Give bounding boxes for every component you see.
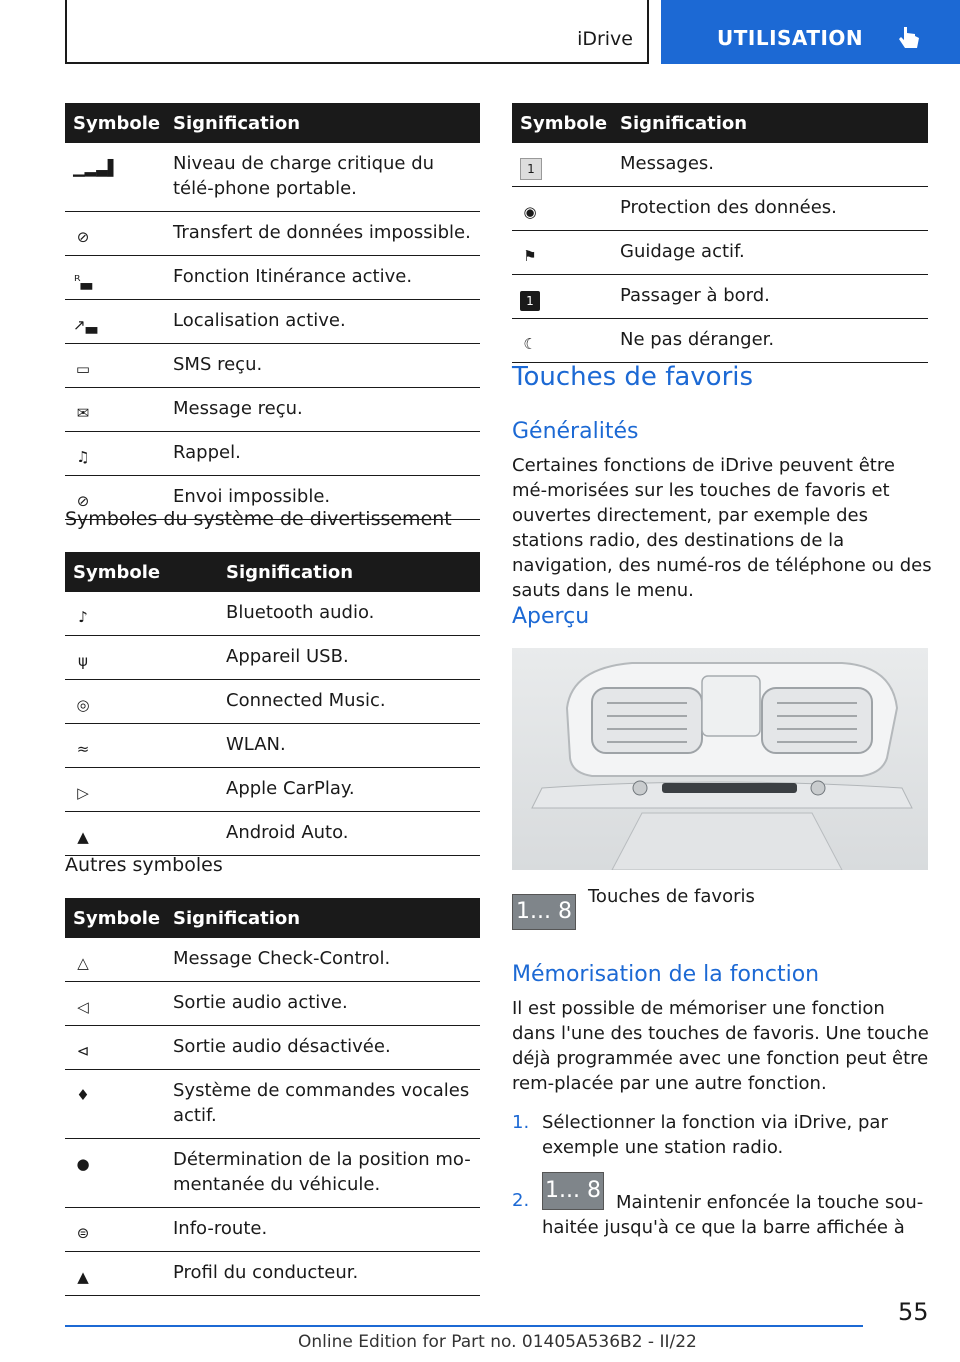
chapter-label: UTILISATION xyxy=(717,26,864,50)
row-text: Bluetooth audio. xyxy=(218,592,480,636)
table-row xyxy=(65,1026,480,1070)
speaker-off-icon: ⊲ xyxy=(76,1042,90,1060)
table-row xyxy=(65,300,480,344)
guidance-icon: ⚑ xyxy=(523,247,537,265)
row-text: Fonction Itinérance active. xyxy=(165,256,480,300)
page-number: 55 xyxy=(898,1298,929,1326)
section-title-memorize: Mémorisation de la fonction xyxy=(512,962,820,987)
table-row xyxy=(512,275,928,319)
favorite-button-caption: Touches de favoris xyxy=(588,886,755,907)
android-auto-icon: ▲ xyxy=(77,828,89,846)
column-header-meaning: Signification xyxy=(165,898,480,938)
row-text: Système de commandes vocales actif. xyxy=(165,1070,480,1139)
table-row xyxy=(65,1070,480,1139)
subheading-entertainment: Symboles du système de divertissement xyxy=(65,508,452,530)
table-row xyxy=(65,143,480,212)
data-protection-icon: ◉ xyxy=(523,203,537,221)
table-row xyxy=(65,938,480,982)
step-number: 2. xyxy=(512,1190,530,1211)
bell-icon: ♫ xyxy=(76,448,90,466)
wlan-icon: ≈ xyxy=(76,740,90,758)
row-text: SMS reçu. xyxy=(165,344,480,388)
step-number: 1. xyxy=(512,1112,530,1133)
driver-profile-icon: ▲ xyxy=(77,1268,89,1286)
header-frame xyxy=(65,0,649,64)
row-text: Profil du conducteur. xyxy=(165,1252,480,1296)
row-text: WLAN. xyxy=(218,724,480,768)
table-row xyxy=(65,680,480,724)
row-text: Android Auto. xyxy=(218,812,480,856)
row-text: Niveau de charge critique du télé-phone portable. xyxy=(165,143,480,212)
table-row xyxy=(65,636,480,680)
row-text: Apple CarPlay. xyxy=(218,768,480,812)
table-row xyxy=(65,388,480,432)
mail-icon: ✉ xyxy=(76,404,90,422)
row-text: Guidage actif. xyxy=(612,231,928,275)
memorize-paragraph: Il est possible de mémoriser une fonction dans l'une des touches de favoris. Une touche déjà programmée avec une fonction peut être rem-placée par une autre fonction. xyxy=(512,998,929,1094)
table-row xyxy=(512,231,928,275)
usb-icon: ψ xyxy=(78,652,88,670)
row-text: Message reçu. xyxy=(165,388,480,432)
column-header-symbol: Symbole xyxy=(65,552,218,592)
roaming-icon: ᴿ▃ xyxy=(73,272,93,290)
row-text: Transfert de données impossible. xyxy=(165,212,480,256)
section-title-overview: Aperçu xyxy=(512,604,590,629)
microphone-icon: ♦ xyxy=(76,1086,90,1104)
symbols-table-entertainment xyxy=(65,552,480,856)
localisation-icon: ↗▃ xyxy=(73,316,98,334)
symbols-table-right xyxy=(512,103,928,363)
table-row xyxy=(65,344,480,388)
column-header-meaning: Signification xyxy=(218,552,480,592)
send-failed-icon: ⊘ xyxy=(76,492,90,510)
column-header-meaning: Signification xyxy=(165,103,480,143)
row-text: Connected Music. xyxy=(218,680,480,724)
row-text: Passager à bord. xyxy=(612,275,928,319)
table-row xyxy=(65,1139,480,1208)
hand-pointer-icon xyxy=(895,24,923,52)
passenger-icon: 1 xyxy=(520,291,540,311)
position-icon: ● xyxy=(76,1155,90,1173)
table-row xyxy=(65,432,480,476)
connected-music-icon: ◎ xyxy=(76,696,90,714)
chapter-tab xyxy=(661,0,960,64)
row-text: Ne pas déranger. xyxy=(612,319,928,363)
table-row xyxy=(65,768,480,812)
sms-icon: ▭ xyxy=(75,360,91,378)
symbols-table-other xyxy=(65,898,480,1296)
messages-icon: 1 xyxy=(520,158,542,180)
row-text: Localisation active. xyxy=(165,300,480,344)
low-battery-signal-icon: ▁▂▃▌ xyxy=(73,159,120,177)
section-label: iDrive xyxy=(577,28,633,50)
no-data-transfer-icon: ⊘ xyxy=(76,228,90,246)
table-row xyxy=(65,212,480,256)
row-text: Sortie audio désactivée. xyxy=(165,1026,480,1070)
table-row xyxy=(65,256,480,300)
row-text: Envoi impossible. xyxy=(165,476,480,520)
row-text: Détermination de la position mo-mentanée du véhicule. xyxy=(165,1139,480,1208)
row-text: Info-route. xyxy=(165,1208,480,1252)
row-text: Sortie audio active. xyxy=(165,982,480,1026)
carplay-icon: ▷ xyxy=(77,784,89,802)
dashboard-illustration xyxy=(512,648,928,870)
do-not-disturb-icon: ☾ xyxy=(523,335,537,353)
table-row xyxy=(512,319,928,363)
table-row xyxy=(512,143,928,187)
warning-icon: △ xyxy=(77,954,89,972)
table-row xyxy=(65,592,480,636)
general-paragraph: Certaines fonctions de iDrive peuvent être mé-morisées sur les touches de favoris et ouvertes directement, par exemple des stations radio, des destinations de la navigation, des numé-ros de téléphone ou des sauts dans le menu. xyxy=(512,455,932,601)
table-row xyxy=(65,1208,480,1252)
column-header-meaning: Signification xyxy=(612,103,928,143)
favorite-button-image: 1... 8 xyxy=(512,894,576,930)
table-row xyxy=(65,812,480,856)
bluetooth-audio-icon: ♪ xyxy=(78,608,88,626)
row-text: Rappel. xyxy=(165,432,480,476)
row-text: Protection des données. xyxy=(612,187,928,231)
speaker-icon: ◁ xyxy=(77,998,89,1016)
step-text: Sélectionner la fonction via iDrive, par exemple une station radio. xyxy=(542,1112,888,1158)
table-row xyxy=(65,1252,480,1296)
favorite-button-image-inline: 1... 8 xyxy=(542,1172,604,1210)
row-text: Appareil USB. xyxy=(218,636,480,680)
column-header-symbol: Symbole xyxy=(65,103,165,143)
section-title-general: Généralités xyxy=(512,419,639,444)
table-row xyxy=(65,724,480,768)
column-header-symbol: Symbole xyxy=(65,898,165,938)
footer-divider xyxy=(65,1325,863,1327)
row-text: Messages. xyxy=(612,143,928,187)
subheading-other: Autres symboles xyxy=(65,854,223,876)
section-title-favorites: Touches de favoris xyxy=(512,362,754,392)
footer-edition: Online Edition for Part no. 01405A536B2 - II/22 xyxy=(298,1332,697,1352)
column-header-symbol: Symbole xyxy=(512,103,612,143)
table-row xyxy=(65,982,480,1026)
dashboard-image xyxy=(512,648,928,870)
symbols-table-phone xyxy=(65,103,480,520)
traffic-info-icon: ⊜ xyxy=(76,1224,90,1242)
table-row xyxy=(512,187,928,231)
row-text: Message Check-Control. xyxy=(165,938,480,982)
step-text: Maintenir enfoncée la touche sou-haitée jusqu'à ce que la barre affichée à xyxy=(542,1192,924,1238)
